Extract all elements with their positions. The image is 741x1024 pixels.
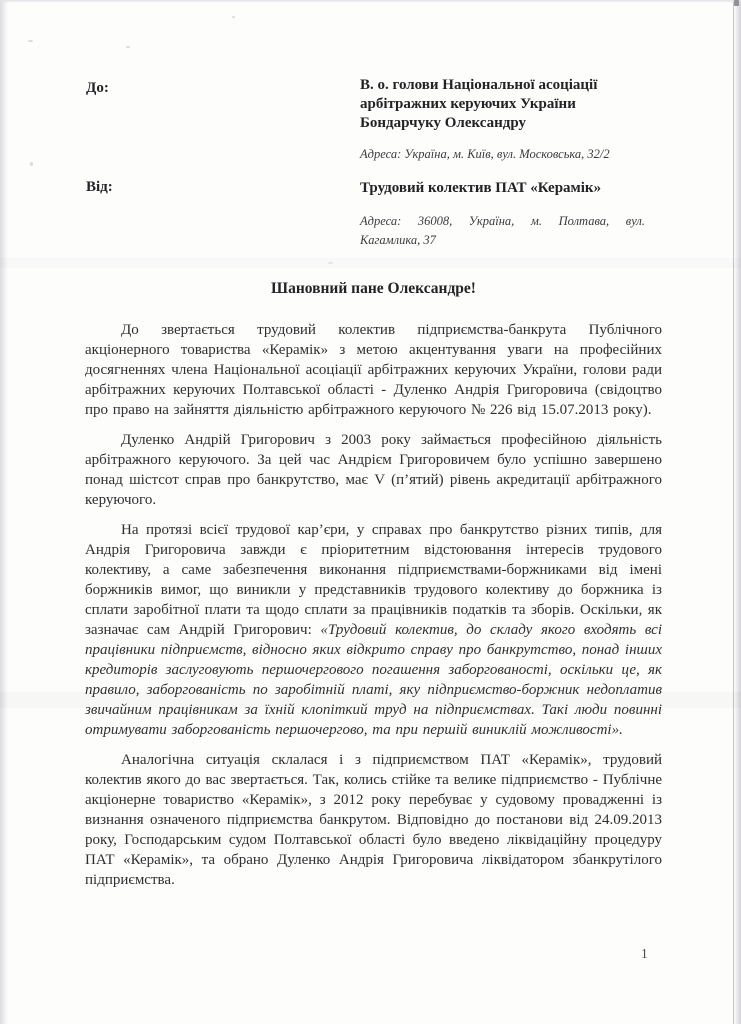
sender-address-line: Адреса: 36008, Україна, м. Полтава, вул. — [360, 214, 645, 228]
paragraph-2: Дуленко Андрій Григорович з 2003 року займається професійною діяльність арбітражного керуючого. За цей час Андрієм Григоровичем було успішно завершено понад шістсот справ про банкрутство, має V (п’ятий) рівень акредитації арбітражного керуючого. — [85, 432, 662, 508]
from-label: Від: — [86, 179, 113, 195]
scan-speck — [28, 40, 33, 42]
letter-body — [85, 280, 662, 900]
scan-speck — [232, 16, 235, 18]
paragraph-3-quote: «Трудовий колектив, до складу якого входять всі працівники підприємств, відносно яких відкрито справу про банкрутство, понад інших кредиторів заслуговують першочергового погашення заборгованості, оскільки це, як правило, заборгованість по заробітній платі, яку підприємство-боржник недоплатив звичайним працівникам за їхній клопіткий труд на підприємствах. Такі люди повинні отримувати заборгованість першочергово, та при першій виниклій можливості». — [85, 622, 662, 738]
sender-address-line: Кагамлика, 37 — [360, 233, 436, 247]
to-label: До: — [86, 80, 109, 96]
scan-speck — [30, 162, 33, 166]
scan-corner-mark — [734, 0, 739, 6]
recipient-name-line: Бондарчуку Олександру — [360, 115, 526, 131]
scan-speck — [126, 46, 130, 48]
paragraph-1: До звертається трудовий колектив підприємства-банкрута Публічного акціонерного товариства «Керамік» з метою акцентування уваги на професійних досягненнях члена Національної асоціації арбітражних керуючих України, голови ради арбітражних керуючих Полтавської області - Дуленко Андрія Григоровича (свідоцтво про право на зайняття діяльністю арбітражного керуючого № 226 від 15.07.2013 року). — [85, 322, 662, 418]
recipient-address: Адреса: Україна, м. Київ, вул. Московська, 32/2 — [360, 147, 610, 161]
sender-name: Трудовий колектив ПАТ «Керамік» — [360, 180, 602, 196]
scan-edge-right — [733, 0, 741, 1024]
paragraph-3 — [85, 520, 662, 740]
recipient-name-line: арбітражних керуючих України — [360, 96, 576, 112]
sender-address — [360, 212, 645, 250]
recipient-name-line: В. о. голови Національної асоціації — [360, 77, 598, 93]
recipient-name — [360, 76, 660, 133]
page-number: 1 — [641, 946, 648, 961]
paragraph-3-lead: На протязі всієї трудової кар’єри, у справах про банкрутство різних типів, для Андрія Григоровича завжди є пріоритетним відстоювання інтересів трудового колективу, а саме забезпечення виконання підприємствами-боржниками від імені боржників вимог, що виникли у представників трудового колективу до боржника із сплати заробітної плати та щодо сплати за працівників податків та зборів. Оскільки, як зазначає сам Андрій Григорович: — [85, 522, 662, 638]
scan-edge-top — [0, 0, 741, 3]
scan-band — [0, 258, 741, 268]
salutation: Шановний пане Олександре! — [271, 280, 476, 297]
scan-edge-left — [0, 0, 8, 1024]
paragraph-4: Аналогічна ситуація склалася і з підприємством ПАТ «Керамік», трудовий колектив якого до вас звертається. Так, колись стійке та велике підприємство - Публічне акціонерне товариство «Керамік», з 2012 року перебуває у судовому провадженні із визнання означеного підприємства банкрутом. Відповідно до постанови від 24.09.2013 року, Господарським судом Полтавської області було введено ліквідаційну процедуру ПАТ «Керамік», та обрано Дуленко Андрія Григоровича ліквідатором збанкрутілого підприємства. — [85, 752, 662, 888]
